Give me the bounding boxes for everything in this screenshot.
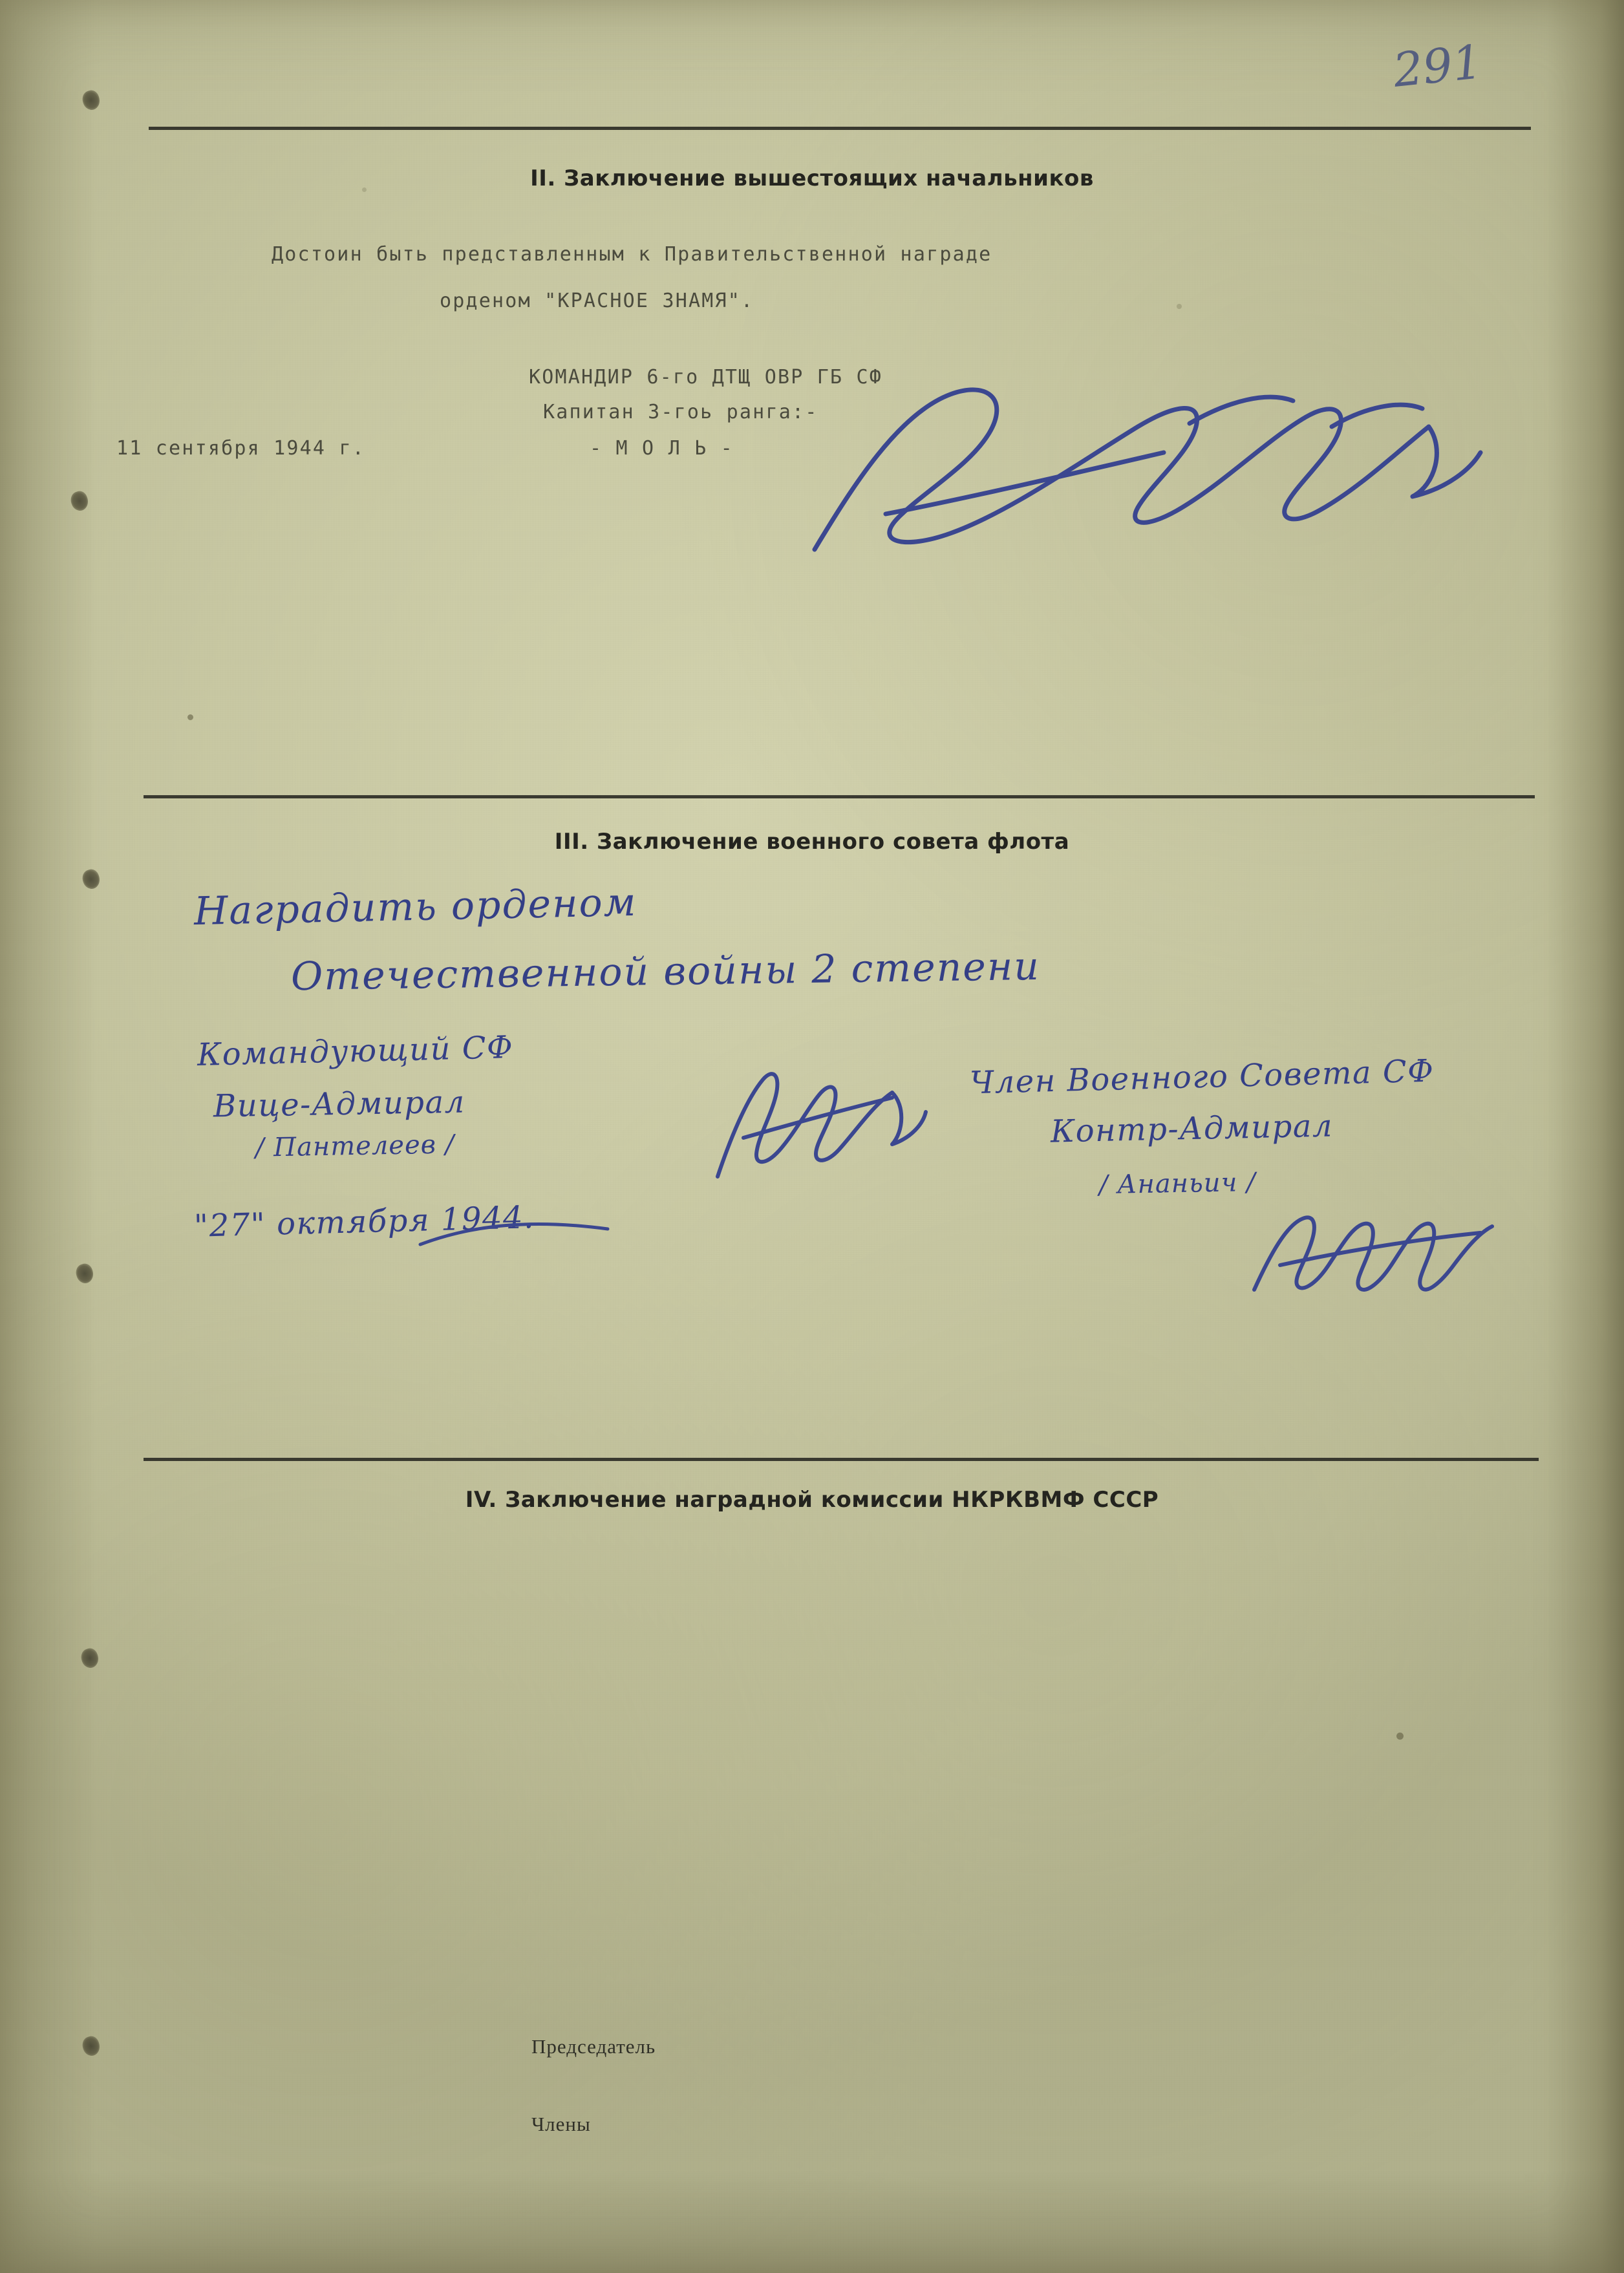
section-3-date: "27" октября 1944. [193, 1199, 535, 1244]
section-2-commander-line-2: Капитан 3-гоь ранга:- [543, 401, 818, 423]
section-3-handwritten-line-2: Отечественной войны 2 степени [290, 943, 1041, 1000]
section-3-handwritten-line-1: Наградить орденом [193, 879, 638, 935]
bottom-edge-shadow [0, 2170, 1624, 2273]
section-4-title: IV. Заключение наградной комиссии НКРКВМФ СССР [465, 1487, 1159, 1513]
section-2-commander-name: - М О Л Ь - [590, 437, 734, 460]
left-edge-shadow [0, 0, 97, 2273]
section-2-commander-line-1: КОМАНДИР 6-го ДТЩ ОВР ГБ СФ [529, 366, 883, 389]
page-number: 291 [1390, 34, 1485, 98]
section-3-council-member-name: / Ананьич / [1098, 1167, 1257, 1201]
section-2-typed-line-2: орденом "КРАСНОЕ ЗНАМЯ". [440, 290, 754, 312]
section-3-title: III. Заключение военного совета флота [554, 829, 1070, 855]
section-3-commander-name: / Пантелеев / [255, 1129, 455, 1163]
section-4-field-members: Члены [531, 2113, 591, 2135]
section-2-date: 11 сентября 1944 г. [116, 437, 365, 460]
right-edge-shadow [1546, 0, 1624, 2273]
section-3-commander-rank: Вице-Адмирал [213, 1083, 466, 1125]
section-2-title: II. Заключение вышестоящих начальников [530, 165, 1094, 191]
section-3-council-member-title: Член Военного Совета СФ [969, 1052, 1435, 1102]
section-3-council-member-rank: Контр-Адмирал [1050, 1107, 1334, 1150]
section-4-field-chairman: Председатель [531, 2035, 656, 2058]
section-3-commander-title: Командующий СФ [197, 1029, 514, 1073]
section-2-typed-line-1: Достоин быть представленным к Правительственной награде [272, 243, 992, 266]
